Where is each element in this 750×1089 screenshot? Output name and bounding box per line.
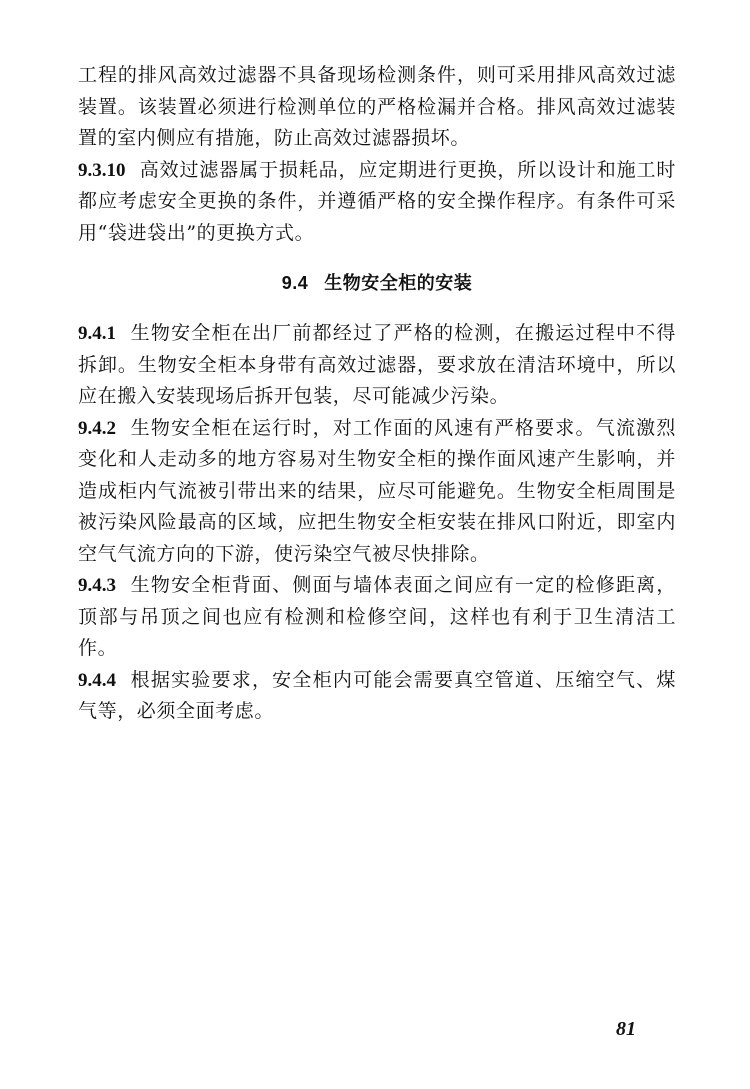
clause-number: 9.4.4 xyxy=(78,669,116,691)
clause-text: 生物安全柜在运行时，对工作面的风速有严格要求。气流激烈变化和人走动多的地方容易对生物安全柜的操作面风速产生影响，并造成柜内气流被引带出来的结果，应尽可能避免。生物安全柜周围是被污染风险最高的区域，应把生物安全柜安装在排风口附近，即室内空气气流方向的下游，使污染空气被尽快排除。 xyxy=(78,416,676,565)
clause-9-3-10 xyxy=(78,155,676,250)
page-body xyxy=(78,60,676,728)
page-number: 81 xyxy=(616,1018,636,1040)
clause-text: 根据实验要求，安全柜内可能会需要真空管道、压缩空气、煤气等，必须全面考虑。 xyxy=(78,668,676,722)
clause-text: 生物安全柜背面、侧面与墙体表面之间应有一定的检修距离，顶部与吊顶之间也应有检测和检修空间，这样也有利于卫生清洁工作。 xyxy=(78,574,676,659)
section-number: 9.4 xyxy=(281,273,309,293)
clause-number: 9.4.1 xyxy=(78,323,116,344)
clause-number: 9.4.3 xyxy=(78,575,116,596)
clause-number: 9.3.10 xyxy=(78,159,126,181)
paragraph-continuation xyxy=(78,60,676,155)
clause-9-4-4 xyxy=(78,665,676,728)
clause-9-4-1 xyxy=(78,318,676,413)
paragraph-text: 工程的排风高效过滤器不具备现场检测条件，则可采用排风高效过滤装置。该装置必须进行检测单位的严格检漏并合格。排风高效过滤装置的室内侧应有措施，防止高效过滤器损坏。 xyxy=(78,64,676,149)
clause-text: 高效过滤器属于损耗品，应定期进行更换，所以设计和施工时都应考虑安全更换的条件，并遵循严格的安全操作程序。有条件可采用“袋进袋出”的更换方式。 xyxy=(78,158,676,244)
clause-number: 9.4.2 xyxy=(78,417,116,439)
section-heading xyxy=(78,269,676,298)
clause-9-4-2 xyxy=(78,413,676,571)
clause-9-4-3 xyxy=(78,570,676,665)
section-title-text: 生物安全柜的安装 xyxy=(324,273,473,294)
clause-text: 生物安全柜在出厂前都经过了严格的检测，在搬运过程中不得拆卸。生物安全柜本身带有高效过滤器，要求放在清洁环境中，所以应在搬入安装现场后拆开包装，尽可能减少污染。 xyxy=(78,322,676,407)
